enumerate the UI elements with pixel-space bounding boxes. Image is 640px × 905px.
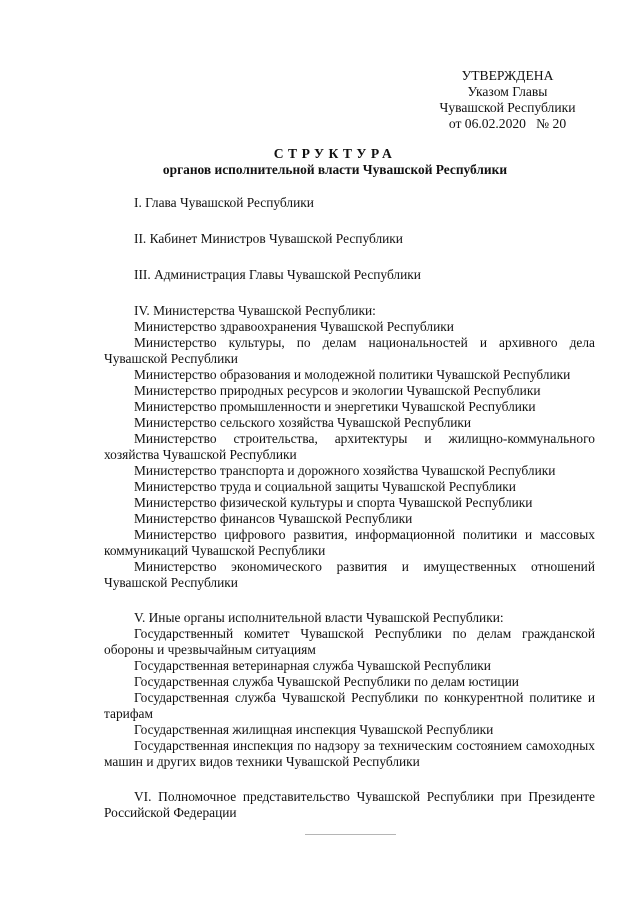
section-6: VI. Полномочное представительство Чувашской Республики при Президенте Российской Федерации — [104, 789, 595, 820]
ministry-item: Министерство строительства, архитектуры и жилищно-коммунального хозяйства Чувашской Республики — [104, 431, 595, 462]
ministry-item: Министерство образования и молодежной политики Чувашской Республики — [134, 367, 571, 382]
agency-item: Государственная инспекция по надзору за техническим состоянием самоходных машин и других видов техники Чувашской Республики — [104, 738, 595, 769]
approval-stamp — [405, 68, 610, 132]
section-3: III. Администрация Главы Чувашской Республики — [134, 267, 421, 282]
ministry-item: Министерство цифрового развития, информационной политики и массовых коммуникаций Чувашской Республики — [104, 527, 595, 558]
section-2: II. Кабинет Министров Чувашской Республики — [134, 231, 403, 246]
agency-item: Государственная служба Чувашской Республики по делам юстиции — [134, 674, 519, 689]
ministry-item: Министерство сельского хозяйства Чувашской Республики — [134, 415, 472, 430]
document-title — [120, 146, 550, 178]
agency-item: Государственная ветеринарная служба Чувашской Республики — [134, 658, 491, 673]
section-4-heading: IV. Министерства Чувашской Республики: — [134, 303, 376, 318]
approval-line-republic: Чувашской Республики — [439, 100, 576, 115]
section-1: I. Глава Чувашской Республики — [134, 195, 314, 210]
ministry-item: Министерство финансов Чувашской Республики — [134, 511, 413, 526]
ministry-item: Министерство труда и социальной защиты Чувашской Республики — [134, 479, 516, 494]
approval-line-date: от 06.02.2020 № 20 — [448, 116, 567, 131]
ministry-item: Министерство экономического развития и имущественных отношений Чувашской Республики — [104, 559, 595, 590]
approval-line-approved: УТВЕРЖДЕНА — [461, 68, 554, 83]
agency-item: Государственная жилищная инспекция Чувашской Республики — [134, 722, 494, 737]
title-subtitle: органов исполнительной власти Чувашской Республики — [162, 162, 508, 177]
footer-divider — [305, 834, 396, 835]
approval-line-decree: Указом Главы — [467, 84, 548, 99]
ministry-item: Министерство здравоохранения Чувашской Республики — [134, 319, 454, 334]
document-body — [104, 195, 595, 821]
ministry-item: Министерство промышленности и энергетики Чувашской Республики — [134, 399, 536, 414]
ministry-item: Министерство транспорта и дорожного хозяйства Чувашской Республики — [134, 463, 556, 478]
ministry-item: Министерство природных ресурсов и экологии Чувашской Республики — [134, 383, 541, 398]
ministry-item: Министерство культуры, по делам национальностей и архивного дела Чувашской Республики — [104, 335, 595, 366]
ministry-item: Министерство физической культуры и спорта Чувашской Республики — [134, 495, 533, 510]
agency-item: Государственный комитет Чувашской Республики по делам гражданской обороны и чрезвычайным ситуациям — [104, 626, 595, 657]
title-structure: СТРУКТУРА — [273, 146, 397, 161]
section-5-heading: V. Иные органы исполнительной власти Чувашской Республики: — [134, 610, 504, 625]
agency-item: Государственная служба Чувашской Республики по конкурентной политике и тарифам — [104, 690, 595, 721]
